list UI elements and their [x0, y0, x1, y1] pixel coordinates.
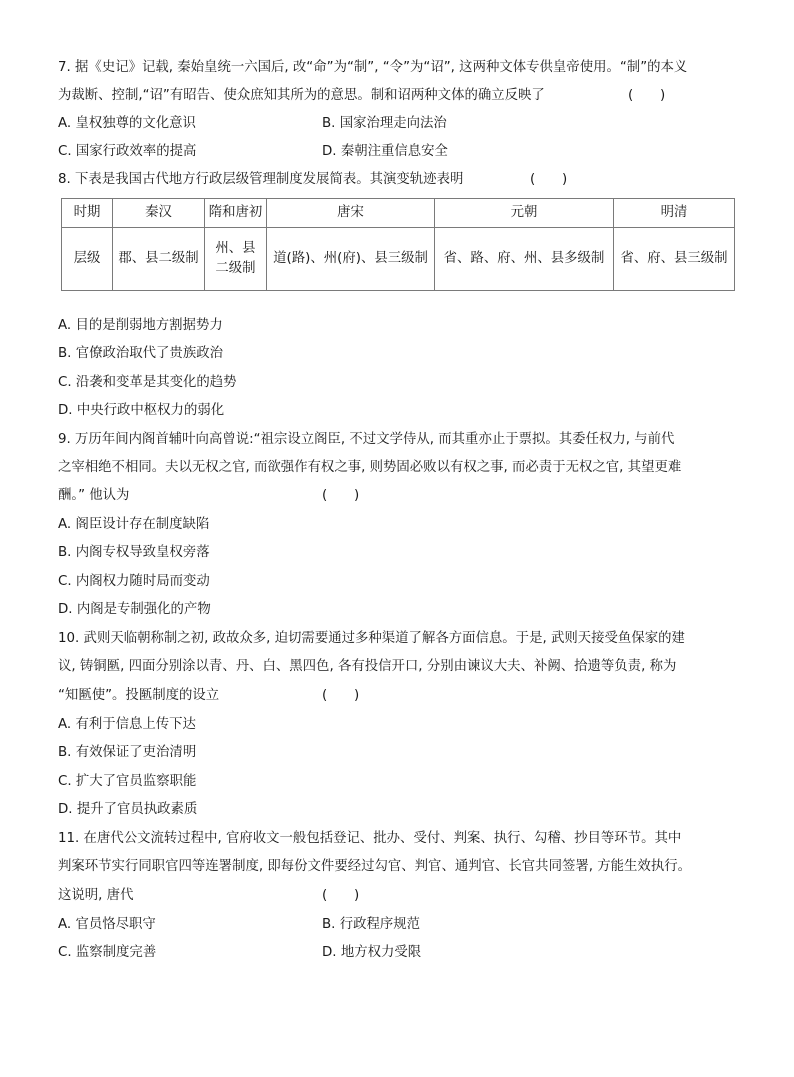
q8-option-d: D. 中央行政中枢权力的弱化: [58, 403, 225, 418]
q10-stem-line1: 10. 武则天临朝称制之初, 政故众多, 迫切需要通过多种渠道了解各方面信息。于是, 武则天接受鱼保家的建: [58, 631, 685, 646]
q9-stem-line3: 酬。” 他认为: [58, 488, 130, 503]
q8-option-a: A. 目的是削弱地方割据势力: [58, 318, 223, 333]
q8-cell-yuan: 省、路、府、州、县多级制: [435, 228, 614, 291]
q10-stem-line3: “知匦使”。投匦制度的设立: [58, 688, 220, 703]
q8-cell-level: 层级: [62, 228, 113, 291]
q8-table-level-row: [62, 228, 735, 291]
q8-header-mingqing: 明清: [614, 199, 735, 228]
q9-option-c: C. 内阁权力随时局而变动: [58, 574, 210, 589]
q8-option-b: B. 官僚政治取代了贵族政治: [58, 346, 223, 361]
q7-stem-line1: 7. 据《史记》记载, 秦始皇统一六国后, 改“命”为“制”, “令”为“诏”, 这两种文体专供皇帝使用。“制”的本义: [58, 60, 688, 75]
q8-cell-qinhan: 郡、县二级制: [113, 228, 205, 291]
q7-option-a: A. 皇权独尊的文化意识: [58, 116, 196, 131]
q8-table-header-row: [62, 199, 735, 228]
q8-header-yuan: 元朝: [435, 199, 614, 228]
q11-answer-paren: ( ): [322, 888, 360, 903]
q9-stem-line1: 9. 万历年间内阁首辅叶向高曾说:“祖宗设立阁臣, 不过文学侍从, 而其重亦止于票拟。其委任权力, 与前代: [58, 432, 675, 447]
q11-stem-line2: 判案环节实行同职官四等连署制度, 即每份文件要经过勾官、判官、通判官、长官共同签署, 方能生效执行。: [58, 859, 691, 874]
q8-cell-tangsong: 道(路)、州(府)、县三级制: [267, 228, 435, 291]
q11-option-d: D. 地方权力受限: [322, 945, 422, 960]
q9-option-b: B. 内阁专权导致皇权旁落: [58, 545, 210, 560]
q11-option-b: B. 行政程序规范: [322, 917, 421, 932]
q8-header-tangsong: 唐宋: [267, 199, 435, 228]
q7-answer-paren: ( ): [628, 88, 666, 103]
q10-stem-line2: 议, 铸铜匦, 四面分别涂以青、丹、白、黑四色, 各有投信开口, 分别由谏议大夫、补阙、拾遗等负责, 称为: [58, 659, 677, 674]
q10-option-b: B. 有效保证了吏治清明: [58, 745, 197, 760]
q8-answer-paren: ( ): [530, 172, 568, 187]
q7-option-b: B. 国家治理走向法治: [322, 116, 447, 131]
q7-stem-line2: 为裁断、控制,“诏”有昭告、使众庶知其所为的意思。制和诏两种文体的确立反映了: [58, 88, 545, 103]
q11-option-c: C. 监察制度完善: [58, 945, 157, 960]
q8-table: [61, 198, 735, 291]
q9-option-d: D. 内阁是专制强化的产物: [58, 602, 211, 617]
q9-option-a: A. 阁臣设计存在制度缺陷: [58, 517, 210, 532]
q8-stem-line1: 8. 下表是我国古代地方行政层级管理制度发展简表。其演变轨迹表明: [58, 172, 464, 187]
q8-header-sui-early-tang: 隋和唐初: [205, 199, 267, 228]
q10-option-d: D. 提升了官员执政素质: [58, 802, 198, 817]
q7-option-c: C. 国家行政效率的提高: [58, 144, 197, 159]
q8-cell-mingqing: 省、府、县三级制: [614, 228, 735, 291]
q11-stem-line1: 11. 在唐代公文流转过程中, 官府收文一般包括登记、批办、受付、判案、执行、勾稽、抄目等环节。其中: [58, 831, 682, 846]
q10-option-a: A. 有利于信息上传下达: [58, 717, 196, 732]
q10-option-c: C. 扩大了官员监察职能: [58, 774, 197, 789]
q11-stem-line3: 这说明, 唐代: [58, 888, 134, 903]
q10-answer-paren: ( ): [322, 688, 360, 703]
q8-option-c: C. 沿袭和变革是其变化的趋势: [58, 375, 237, 390]
q9-answer-paren: ( ): [322, 488, 360, 503]
q11-option-a: A. 官员恪尽职守: [58, 917, 156, 932]
q8-cell-sui-early-tang: 州、县二级制: [205, 228, 267, 291]
q7-option-d: D. 秦朝注重信息安全: [322, 144, 448, 159]
q8-header-qinhan: 秦汉: [113, 199, 205, 228]
q9-stem-line2: 之宰相绝不相同。夫以无权之官, 而欲强作有权之事, 则势固必败以有权之事, 而必责于无权之官, 其望更难: [58, 460, 682, 475]
q8-header-period: 时期: [62, 199, 113, 228]
